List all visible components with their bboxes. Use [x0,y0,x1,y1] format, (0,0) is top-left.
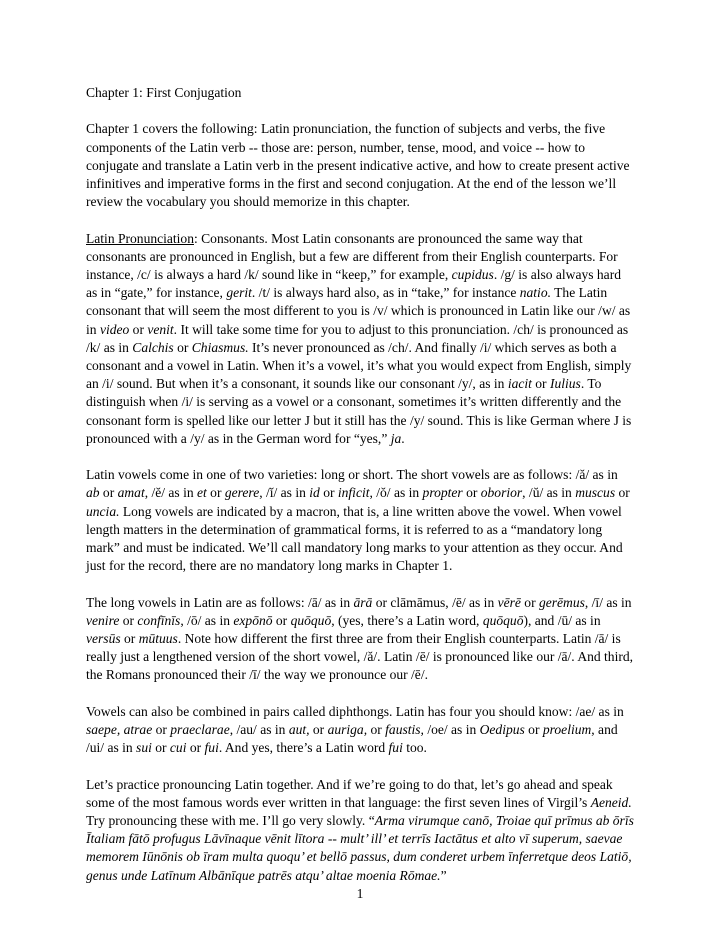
italic-term: Chiasmus. [191,339,249,355]
text-run: , (yes, there’s a Latin word, [331,612,483,628]
italic-term: muscus [575,485,616,501]
italic-term: praeclarae [170,722,230,738]
text-run: or [615,485,630,501]
page-number: 1 [356,886,364,901]
italic-term: natio. [519,285,551,301]
italic-term: fui [388,740,403,756]
italic-term: id [309,485,320,501]
text-run: Let’s practice pronouncing Latin together. And if we’re going to do that, let’s go ahead and speak some of the most famous words ever written in that language: the first seven lines of Virgil’s [86,776,613,810]
text-run: Try pronouncing these with me. I’ll go very slowly. “ [86,813,375,829]
text-run: or [520,594,539,610]
italic-term: oborior [480,485,523,501]
text-run: Latin vowels come in one of two varieties: long or short. The short vowels are as follows: /ă/ as in [86,467,618,483]
text-run: , /ŭ/ as in [522,485,576,501]
italic-term: Iulius [549,376,581,392]
text-run: Long vowels are indicated by a macron, that is, a line written above the vowel. When vowel length matters in the determination of grammatical forms, it is referred to as a “mandatory long mark” and must be indicated. We’ll call mandatory long marks to your attention as they occur. And just for the record, there are no mandatory long marks in Chapter 1. [86,503,623,574]
text-run: or [462,485,481,501]
document-page [86,84,634,903]
italic-term: gerere [224,485,260,501]
chapter-title: Chapter 1: First Conjugation [86,85,242,100]
text-run: The long vowels in Latin are as follows: /ā/ as in [86,594,354,610]
section-heading: Latin Pronunciation [86,230,194,246]
text-run: or clāmāmus, /ē/ as in [372,594,498,610]
paragraph-diphthongs [86,703,634,758]
text-run: : Consonants. Most Latin consonants are pronounced the same way that consonants are pronounced in English, but a few are different from their English counterparts. For instance, /c/ is always a hard /k/ sound like in “keep,” for example, [86,230,618,282]
italic-term: uncia. [86,503,120,519]
italic-term: gerit [226,285,252,301]
text-run: or [367,722,386,738]
text-run: . /g/ is also always hard as in “gate,” for instance, [86,267,621,301]
text-run: too. [402,740,427,756]
text-run: or [151,740,170,756]
paragraph-overview: Chapter 1 covers the following: Latin pronunciation, the function of subjects and verbs, the five components of the Latin verb -- those are: person, number, tense, mood, and voice -- how to conjugate and translate a Latin verb in the present indicative active, and how to create present active infinitives and imperative forms in the first and second conjugation. At the end of the lesson we’ll review the vocabulary you should memorize in this chapter. [86,121,630,210]
italic-term: fui [204,740,219,756]
text-run: The Latin consonant that will seem the most different to you is /v/ which is pronounced in Latin like our /w/ as in [86,285,631,337]
text-run: Vowels can also be combined in pairs called diphthongs. Latin has four you should know: /ae/ as in [86,703,624,719]
text-run: , /au/ as in [229,722,289,738]
text-run: or [206,485,225,501]
text-run: or [319,485,338,501]
italic-term: versūs [86,631,121,647]
text-run: or [309,722,328,738]
italic-term: ārā [353,594,373,610]
italic-term: video [99,321,130,337]
text-run: or [152,722,171,738]
paragraph-short-vowels [86,466,634,575]
italic-term: proelium [542,722,592,738]
italic-term: Calchis [132,339,174,355]
italic-term: venit [147,321,174,337]
italic-term: Aeneid. [590,794,632,810]
text-run: or [173,339,192,355]
paragraph-long-vowels [86,594,634,685]
italic-term: quōquō [290,612,332,628]
text-run: , /ĕ/ as in [144,485,198,501]
italic-term: expōnō [233,612,273,628]
italic-term: cui [169,740,187,756]
text-run: or [129,321,148,337]
text-run: or [99,485,118,501]
italic-term: sui [136,740,152,756]
italic-term: cupidus [451,267,494,282]
text-run: /oe/ as in [423,722,480,738]
text-run: ” [440,867,447,883]
italic-term: quōquō [482,612,524,628]
text-run: or [531,376,550,392]
text-run: or [272,612,291,628]
italic-term: Arma virumque canō, Troiae quī prīmus ab ōrīs Ītaliam fātō profugus Lāvīnaque vēnit lītora -- mult’ ill’ et terrīs Iactātus et alto vī superum, saevae memorem Iūnōnis ob īram multa quoqu’ et bellō passus, dum conderet urbem īnferretque deos Latiō, genus unde Latīnum Albānīque patrēs atqu’ altae moenia Rōmae. [86,813,634,883]
italic-term: vērē [497,594,521,610]
italic-term: auriga, [327,722,368,738]
text-run: . To distinguish when /i/ is serving as a vowel or a consonant, sometimes it’s written differently and the consonant form is spelled like our letter J but it still has the /y/ sound. This is like German where J is pronounced with a /y/ as in the German word for “yes,” [86,376,632,446]
text-run: , /ĭ/ as in [259,485,310,501]
italic-term: ab [86,485,100,501]
italic-term: aut, [288,722,310,738]
italic-term: confīnīs [137,612,181,628]
italic-term: propter [422,485,463,501]
italic-term: iacit [507,376,532,392]
italic-term: mūtuus [138,631,178,647]
text-run: . [401,430,405,446]
text-run: It’s never pronounced as /ch/. And finally /i/ which serves as both a consonant and a vowel in Latin. When it’s a vowel, it’s what you would expect from English, simply an /i/ sound. But when it’s a consonant, it sounds like our consonant /y/, as in [86,339,632,392]
italic-term: amat [117,485,145,501]
italic-term: gerēmus [538,594,585,610]
italic-term: et [197,485,207,501]
text-run: , and /ui/ as in [86,722,618,756]
italic-term: Oedipus [479,722,525,738]
text-run: . And yes, there’s a Latin word [218,740,389,756]
text-run: . /t/ is always hard also, as in “take,” for instance [251,285,520,301]
text-run: or [119,612,138,628]
text-run: ), and /ū/ as in [523,612,601,628]
text-run: or [524,722,543,738]
text-run: , /ō/ as in [180,612,234,628]
italic-term: venire [86,612,120,628]
text-run: . Note how different the first three are from their English counterparts. Latin /ā/ is really just a lengthened version of the short vowel, /ă/. Latin /ē/ is pronounced like our /ā/. And third, the Romans pronounced their /ī/ the way we pronounce our /ē/. [86,631,634,683]
italic-term: inficit [337,485,370,501]
text-run: or [186,740,205,756]
italic-term: saepe, atrae [86,722,153,738]
text-run: . It will take some time for you to adjust to this pronunciation. /ch/ is pronounced as /k/ as in [86,321,629,355]
paragraph-aeneid [86,776,634,885]
paragraph-consonants [86,230,634,448]
text-run: , /ī/ as in [584,594,632,610]
italic-term: ja [390,430,402,446]
text-run: , /ŏ/ as in [369,485,423,501]
text-run: or [120,631,139,647]
italic-term: faustis, [385,722,424,738]
